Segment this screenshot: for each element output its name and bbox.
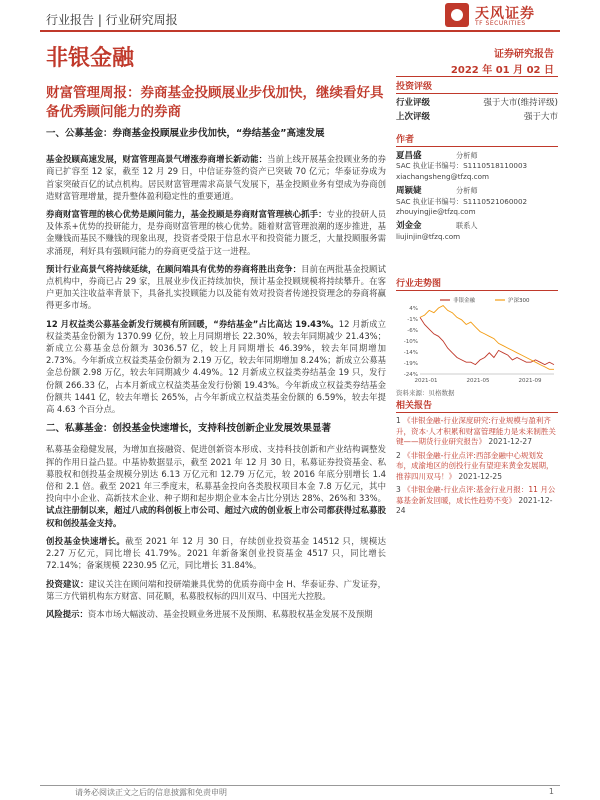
y-tick-label: -10% — [403, 339, 418, 345]
industry-rating-label: 行业评级 — [396, 98, 431, 108]
logo-name: 天风证券 — [475, 6, 535, 22]
paragraph-2 — [46, 208, 386, 257]
report-kind: 证券研究报告 — [494, 49, 554, 60]
paragraph-3-text: 目前在两批基金投顾试点机构中，券商已占 29 家，且展业步伐正持续加快，预计基金投顾规模将持续攀升。在客户更加关注收益率背景下，具备扎实投顾能力以及能有效对投资者传递投资理念的券商将赢得更多市场。 — [46, 263, 387, 311]
author-name: 刘金金 — [396, 221, 422, 232]
paragraph-3-lead: 预计行业高景气将持续延续，在顾问端具有优势的券商将胜出竞争： — [46, 263, 302, 274]
related-heading: 相关报告 — [396, 398, 558, 413]
paragraph-8-text: 资本市场大幅波动、基金投顾业务进展不及预期、私募股权基金发展不及预期 — [87, 608, 373, 619]
sector-title: 非银金融 — [46, 46, 135, 71]
author-role: 分析师 — [456, 186, 478, 196]
paragraph-8-lead: 风险提示： — [46, 608, 88, 619]
paragraph-1-lead: 基金投顾高速发展，财富管理高景气增涨券商增长新动能： — [46, 154, 268, 165]
paragraph-6 — [46, 535, 386, 572]
author-role: 联系人 — [456, 221, 478, 231]
author-entry — [396, 151, 558, 182]
logo-name-en: TF SECURITIES — [475, 20, 526, 27]
body-column — [46, 128, 386, 620]
related-date: 2021-12-25 — [458, 471, 502, 481]
section-2-heading: 二、私募基金：创投基金快速增长，支持科技创新企业发展效果显著 — [46, 423, 332, 435]
paragraph-1 — [46, 153, 386, 202]
paragraph-7-lead: 投资建议： — [46, 578, 89, 589]
paragraph-4-text: 12 月新成立权益类基金份额为 1370.99 亿份，较上月同期增长 22.30%，较去年同期减少 21.43%；新成立公募基金总份额为 3036.57 亿，较上月同期增长 46.39%，较去年同期增加 2.73%。今年新成立权益类基金份额为 2.19 万亿，较去年同期增加 8.24%；新成立公募基金总份额 2.98 万亿，较去年同期减少 4.49%。12 月新成立权益类券结基金 19 只，发行份额 266.33 亿，占本月新成立权益类基金发行份额 19.43%。今年新成立权益类券结基金份额共 1441 亿，较去年增长 265%，占今年新成立权益类基金份额的 6.59%，较去年提高 4.63 个百分点。 — [46, 318, 386, 415]
x-tick-label: 2021-05 — [466, 378, 490, 384]
author-entry — [396, 221, 558, 242]
chart-source: 资料来源：贝格数据 — [396, 389, 455, 397]
paragraph-7-text: 建议关注在顾问端和投研端兼具优势的优质券商中金 H、华泰证券、广发证券，第三方代销机构东方财富、同花顺，私募股权标的四川双马、中国光大控股。 — [46, 578, 387, 601]
series-line — [420, 317, 554, 364]
paragraph-5-text: 私募基金稳健发展，为增加直接融资、促进创新资本形成、支持科技创新和产业结构调整发挥的作用日益凸显。中基协数据显示，截至 2021 年 12 月 30 日，私募证券投资基金、私募股权和创投基金规模分别达 6.13 万亿元和 12.79 万亿元，较 2016 年底分别增长 1.4 倍和 2.1 倍。截至 2021 年三季度末，私募基金投向各类股权项目本金 7.8 万亿元，其中投向中小企业、高新技术企业、种子期和起步期企业本金占比分别达 28%、26%和 33%。 — [46, 444, 386, 504]
x-tick-label: 2021-09 — [518, 378, 542, 384]
authors-block — [396, 132, 558, 242]
trend-heading: 行业走势图 — [396, 276, 558, 291]
rating-heading: 投资评级 — [396, 79, 558, 94]
paragraph-4 — [46, 318, 386, 416]
author-role: 分析师 — [456, 151, 478, 160]
related-date: 2021-12-27 — [488, 437, 532, 446]
section-1-heading: 一、公募基金：券商基金投顾展业步伐加快，“券结基金”高速发展 — [46, 128, 325, 139]
y-tick-label: -6% — [407, 328, 418, 334]
author-email[interactable]: liujinjin@tfzq.com — [396, 231, 461, 241]
paragraph-5-lead: 试点注册制以来，超过八成的科创板上市公司、超过六成的创业板上市公司都获得过私募股权和创投基金支持。 — [46, 505, 386, 528]
report-date: 2022 年 01 月 02 日 — [450, 65, 554, 76]
author-email[interactable]: xiachangsheng@tfzq.com — [396, 171, 490, 181]
related-report[interactable] — [396, 451, 558, 483]
x-tick-label: 2021-01 — [414, 378, 438, 384]
paragraph-6-lead: 创投基金快速增长。 — [46, 535, 126, 546]
page-number: 1 — [548, 787, 554, 796]
related-block — [396, 398, 558, 517]
paragraph-2-lead: 券商财富管理的核心优势是顾问能力，基金投顾是券商财富管理核心抓手： — [46, 209, 327, 220]
report-type-label: 行业报告 | 行业研究周报 — [46, 13, 178, 27]
industry-rating-row — [396, 96, 558, 110]
footer-divider — [40, 785, 560, 786]
right-divider — [396, 76, 558, 77]
company-logo — [445, 3, 560, 29]
paragraph-3 — [46, 263, 386, 312]
trend-chart — [396, 294, 558, 386]
rating-block — [396, 79, 558, 124]
related-index: 3 — [396, 485, 401, 494]
previous-rating-value: 强于大市 — [523, 112, 558, 122]
related-index: 2 — [396, 450, 401, 460]
logo-mark-icon — [445, 3, 469, 27]
related-title[interactable]: 《非银金融-行业深度研究:行业规模与盈利齐升，资本·人才积累和财富管理能力是未来制胜关键——期货行业研究报告》 — [396, 416, 556, 446]
y-tick-label: -24% — [403, 372, 418, 378]
paragraph-8 — [46, 608, 386, 620]
authors-heading: 作者 — [396, 132, 558, 147]
y-tick-label: 4% — [409, 306, 418, 312]
paragraph-7 — [46, 578, 386, 602]
related-title[interactable]: 《非银金融-行业点评:西部金融中心规划发布，成渝地区的创投行业有望迎来黄金发展期，推荐四川双马！》 — [396, 450, 554, 481]
author-sac: SAC 执业证书编号：S1110518110003 — [396, 161, 528, 171]
related-report[interactable] — [396, 485, 558, 517]
paragraph-1-text: 当前上线开展基金投顾业务的券商已扩容至 12 家，截至 12 月 29 日，中信证券签约资产已突破 70 亿元；华泰证券成为首家突破百亿的试点机构。居民财富管理需求高景气发展下，基金投顾业务有望成为券商创造财富管理增量，提升整体盈利稳定性的重要通道。 — [46, 154, 387, 201]
legend-label: 沪深300 — [508, 298, 530, 304]
author-name: 夏昌盛 — [396, 151, 422, 161]
author-name: 周颖婕 — [396, 186, 422, 197]
y-tick-label: -14% — [403, 350, 418, 356]
previous-rating-row — [396, 110, 558, 124]
previous-rating-label: 上次评级 — [396, 112, 431, 122]
related-date: 2021-12-24 — [396, 495, 553, 515]
y-tick-label: -19% — [403, 361, 418, 367]
trend-block — [396, 276, 558, 397]
paragraph-6-text: 截至 2021 年 12 月 30 日，存续创业投资基金 14512 只，规模达 2.27 万亿元，同比增长 41.79%。2021 年新备案创业投资基金 4517 只，同比增长 72.14%；备案规模 2230.95 亿元，同比增长 31.84%。 — [46, 535, 386, 571]
related-title[interactable]: 《非银金融-行业点评:基金行业月报：11 月公募基金新发回暖，成长性趋势不变》 — [396, 485, 556, 505]
related-index: 1 — [396, 416, 401, 425]
author-entry — [396, 186, 558, 217]
y-tick-label: -1% — [407, 317, 418, 323]
header-divider — [40, 30, 560, 32]
industry-rating-value: 强于大市(维持评级) — [483, 98, 558, 108]
footer-disclaimer: 请务必阅读正文之后的信息披露和免责申明 — [75, 788, 227, 797]
related-report[interactable] — [396, 416, 558, 448]
paragraph-4-lead: 12 月权益类公募基金新发行规模有所回暖，“券结基金”占比高达 19.43%。 — [46, 318, 339, 329]
author-email[interactable]: zhouyingjie@tfzq.com — [396, 207, 476, 217]
page-title: 财富管理周报：券商基金投顾展业步伐加快，继续看好具备优秀顾问能力的券商 — [46, 85, 384, 120]
paragraph-2-text: 专业的投研人员及体系+优势的投研能力，是券商财富管理的核心优势。随着财富管理浪潮的逐步推进，基金赚钱而基民不赚钱的现象出现，投资者受限于信息水平和投资能力匮乏，大量投顾服务需求涌现，利好具有强顾问能力的券商更受益于这一进程。 — [46, 209, 387, 256]
legend-label: 非银金融 — [453, 298, 476, 304]
paragraph-5 — [46, 443, 386, 528]
author-sac: SAC 执业证书编号：S1110521060002 — [396, 196, 528, 206]
